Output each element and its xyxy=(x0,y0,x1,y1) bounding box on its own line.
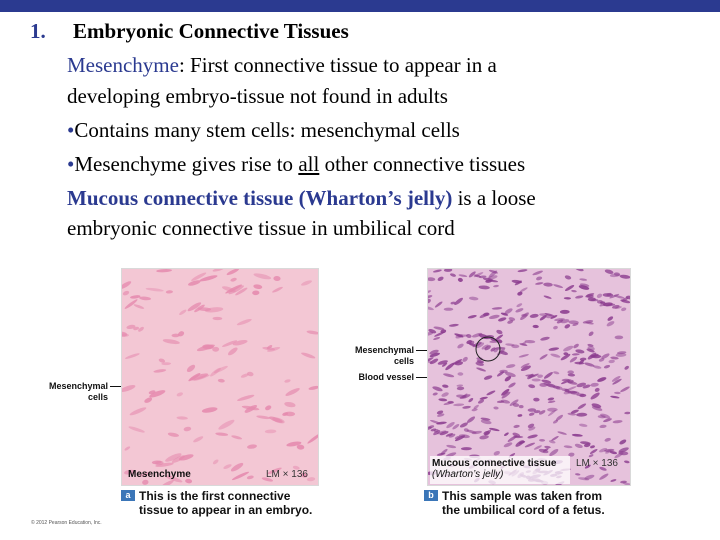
figure-a-caption xyxy=(139,489,312,517)
line-mucous-tissue xyxy=(67,186,536,211)
bullet-marker: • xyxy=(67,118,75,142)
figure-b-caption-line2: the umbilical cord of a fetus. xyxy=(442,503,605,517)
top-bar xyxy=(0,0,720,12)
bullet1-text: Contains many stem cells: mesenchymal cells xyxy=(74,118,460,142)
mucous-tissue-micrograph-image xyxy=(428,269,630,485)
figure-b-annotation-cells: Mesenchymal cells xyxy=(354,345,414,366)
heading-title: Embryonic Connective Tissues xyxy=(73,19,349,43)
figure-b-panel-label xyxy=(432,458,556,480)
figure-b-caption-line1: This sample was taken from xyxy=(442,489,603,503)
bullet2-pre: Mesenchyme gives rise to xyxy=(74,152,299,176)
heading-number: 1. xyxy=(30,19,46,43)
bullet2-underlined: all xyxy=(298,152,320,176)
figure-a-micrograph xyxy=(121,268,319,486)
figure-b-caption xyxy=(442,489,605,517)
copyright-notice: © 2012 Pearson Education, Inc. xyxy=(31,520,102,526)
figure-b-annotation-vessel: Blood vessel xyxy=(358,372,414,382)
tissue-cell xyxy=(615,336,624,340)
bullet-gives-rise xyxy=(67,152,525,177)
figure-b-badge: b xyxy=(424,490,438,501)
figure-a-badge: a xyxy=(121,490,135,501)
bullet-stem-cells xyxy=(67,118,460,143)
bullet-marker: • xyxy=(67,152,75,176)
line-developing-embryo: developing embryo-tissue not found in adults xyxy=(67,84,448,108)
line-umbilical-cord: embryonic connective tissue in umbilical cord xyxy=(67,216,455,240)
figure-b-label-line2: (Wharton’s jelly) xyxy=(432,469,504,480)
figure-a-caption-line2: tissue to appear in an embryo. xyxy=(139,503,313,517)
figure-b-magnification: LM × 136 xyxy=(576,458,618,469)
figure-a-magnification: LM × 136 xyxy=(266,469,308,480)
mesenchyme-micrograph-image xyxy=(122,269,318,485)
mucous-rest: is a loose xyxy=(452,186,536,210)
bullet2-post: other connective tissues xyxy=(319,152,526,176)
line1-rest: : First connective tissue to appear in a xyxy=(178,53,497,77)
figure-b-micrograph xyxy=(427,268,631,486)
tissue-background xyxy=(122,269,318,485)
figure-a-caption-line1: This is the first connective xyxy=(139,489,291,503)
figure-b-label-line1: Mucous connective tissue xyxy=(432,458,557,469)
mesenchyme-term: Mesenchyme xyxy=(67,53,179,77)
tissue-cell xyxy=(444,308,454,311)
figure-a-panel-label: Mesenchyme xyxy=(128,469,191,480)
figure-a-annotation: Mesenchymal cells xyxy=(48,381,108,402)
mucous-term: Mucous connective tissue (Wharton’s jelly) xyxy=(67,186,453,210)
line-mesenchyme-definition xyxy=(67,53,497,78)
